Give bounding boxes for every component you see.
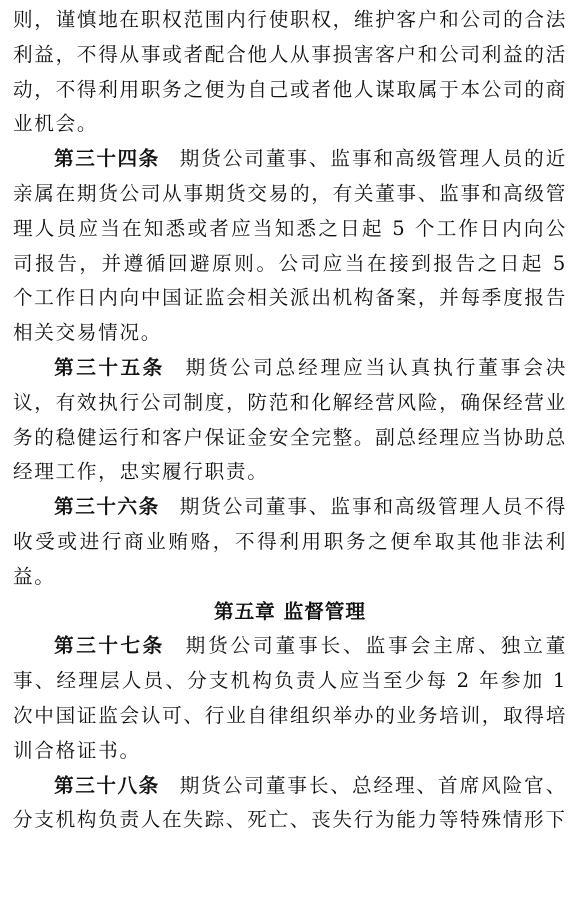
article-number: 第三十五条 (54, 355, 165, 379)
article-text: 期货公司总经理应当认真执行董事会决议，有效执行公司制度，防范和化解经营风险，确保经营业务的稳健运行和客户保证金安全完整。副总经理应当协助总经理工作，忠实履行职责。 (13, 355, 568, 484)
article-text: 期货公司董事、监事和高级管理人员的近亲属在期货公司从事期货交易的，有关董事、监事和高级管理人员应当在知悉或者应当知悉之日起 5 个工作日内向公司报告，并遵循回避原则。公司应当在接到报告之日起 5 个工作日内向中国证监会相关派出机构备案，并每季度报告相关交易情况。 (13, 147, 567, 345)
article-number: 第三十六条 (54, 495, 160, 519)
article-38 (13, 769, 567, 839)
article-36 (13, 490, 567, 594)
article-number: 第三十四条 (54, 147, 160, 171)
article-35 (13, 351, 567, 490)
article-text: 期货公司董事长、监事会主席、独立董事、经理层人员、分支机构负责人应当至少每 2 年参加 1 次中国证监会认可、行业自律组织举办的业务培训，取得培训合格证书。 (13, 634, 568, 762)
article-text: 期货公司董事长、总经理、首席风险官、分支机构负责人在失踪、死亡、丧失行为能力等特殊情形下 (13, 773, 567, 832)
article-37 (13, 629, 567, 768)
chapter-heading: 第五章 监督管理 (214, 599, 366, 623)
article-number: 第三十七条 (54, 634, 165, 658)
article-34 (13, 142, 567, 351)
article-text: 期货公司董事、监事和高级管理人员不得收受或进行商业贿赂，不得利用职务之便牟取其他非法利益。 (13, 495, 567, 588)
paragraph-continuation (13, 3, 567, 142)
article-number: 第三十八条 (54, 773, 160, 797)
paragraph-text: 则，谨慎地在职权范围内行使职权，维护客户和公司的合法利益，不得从事或者配合他人从事损害客户和公司利益的活动，不得利用职务之便为自己或者他人谋取属于本公司的商业机会。 (13, 8, 567, 136)
